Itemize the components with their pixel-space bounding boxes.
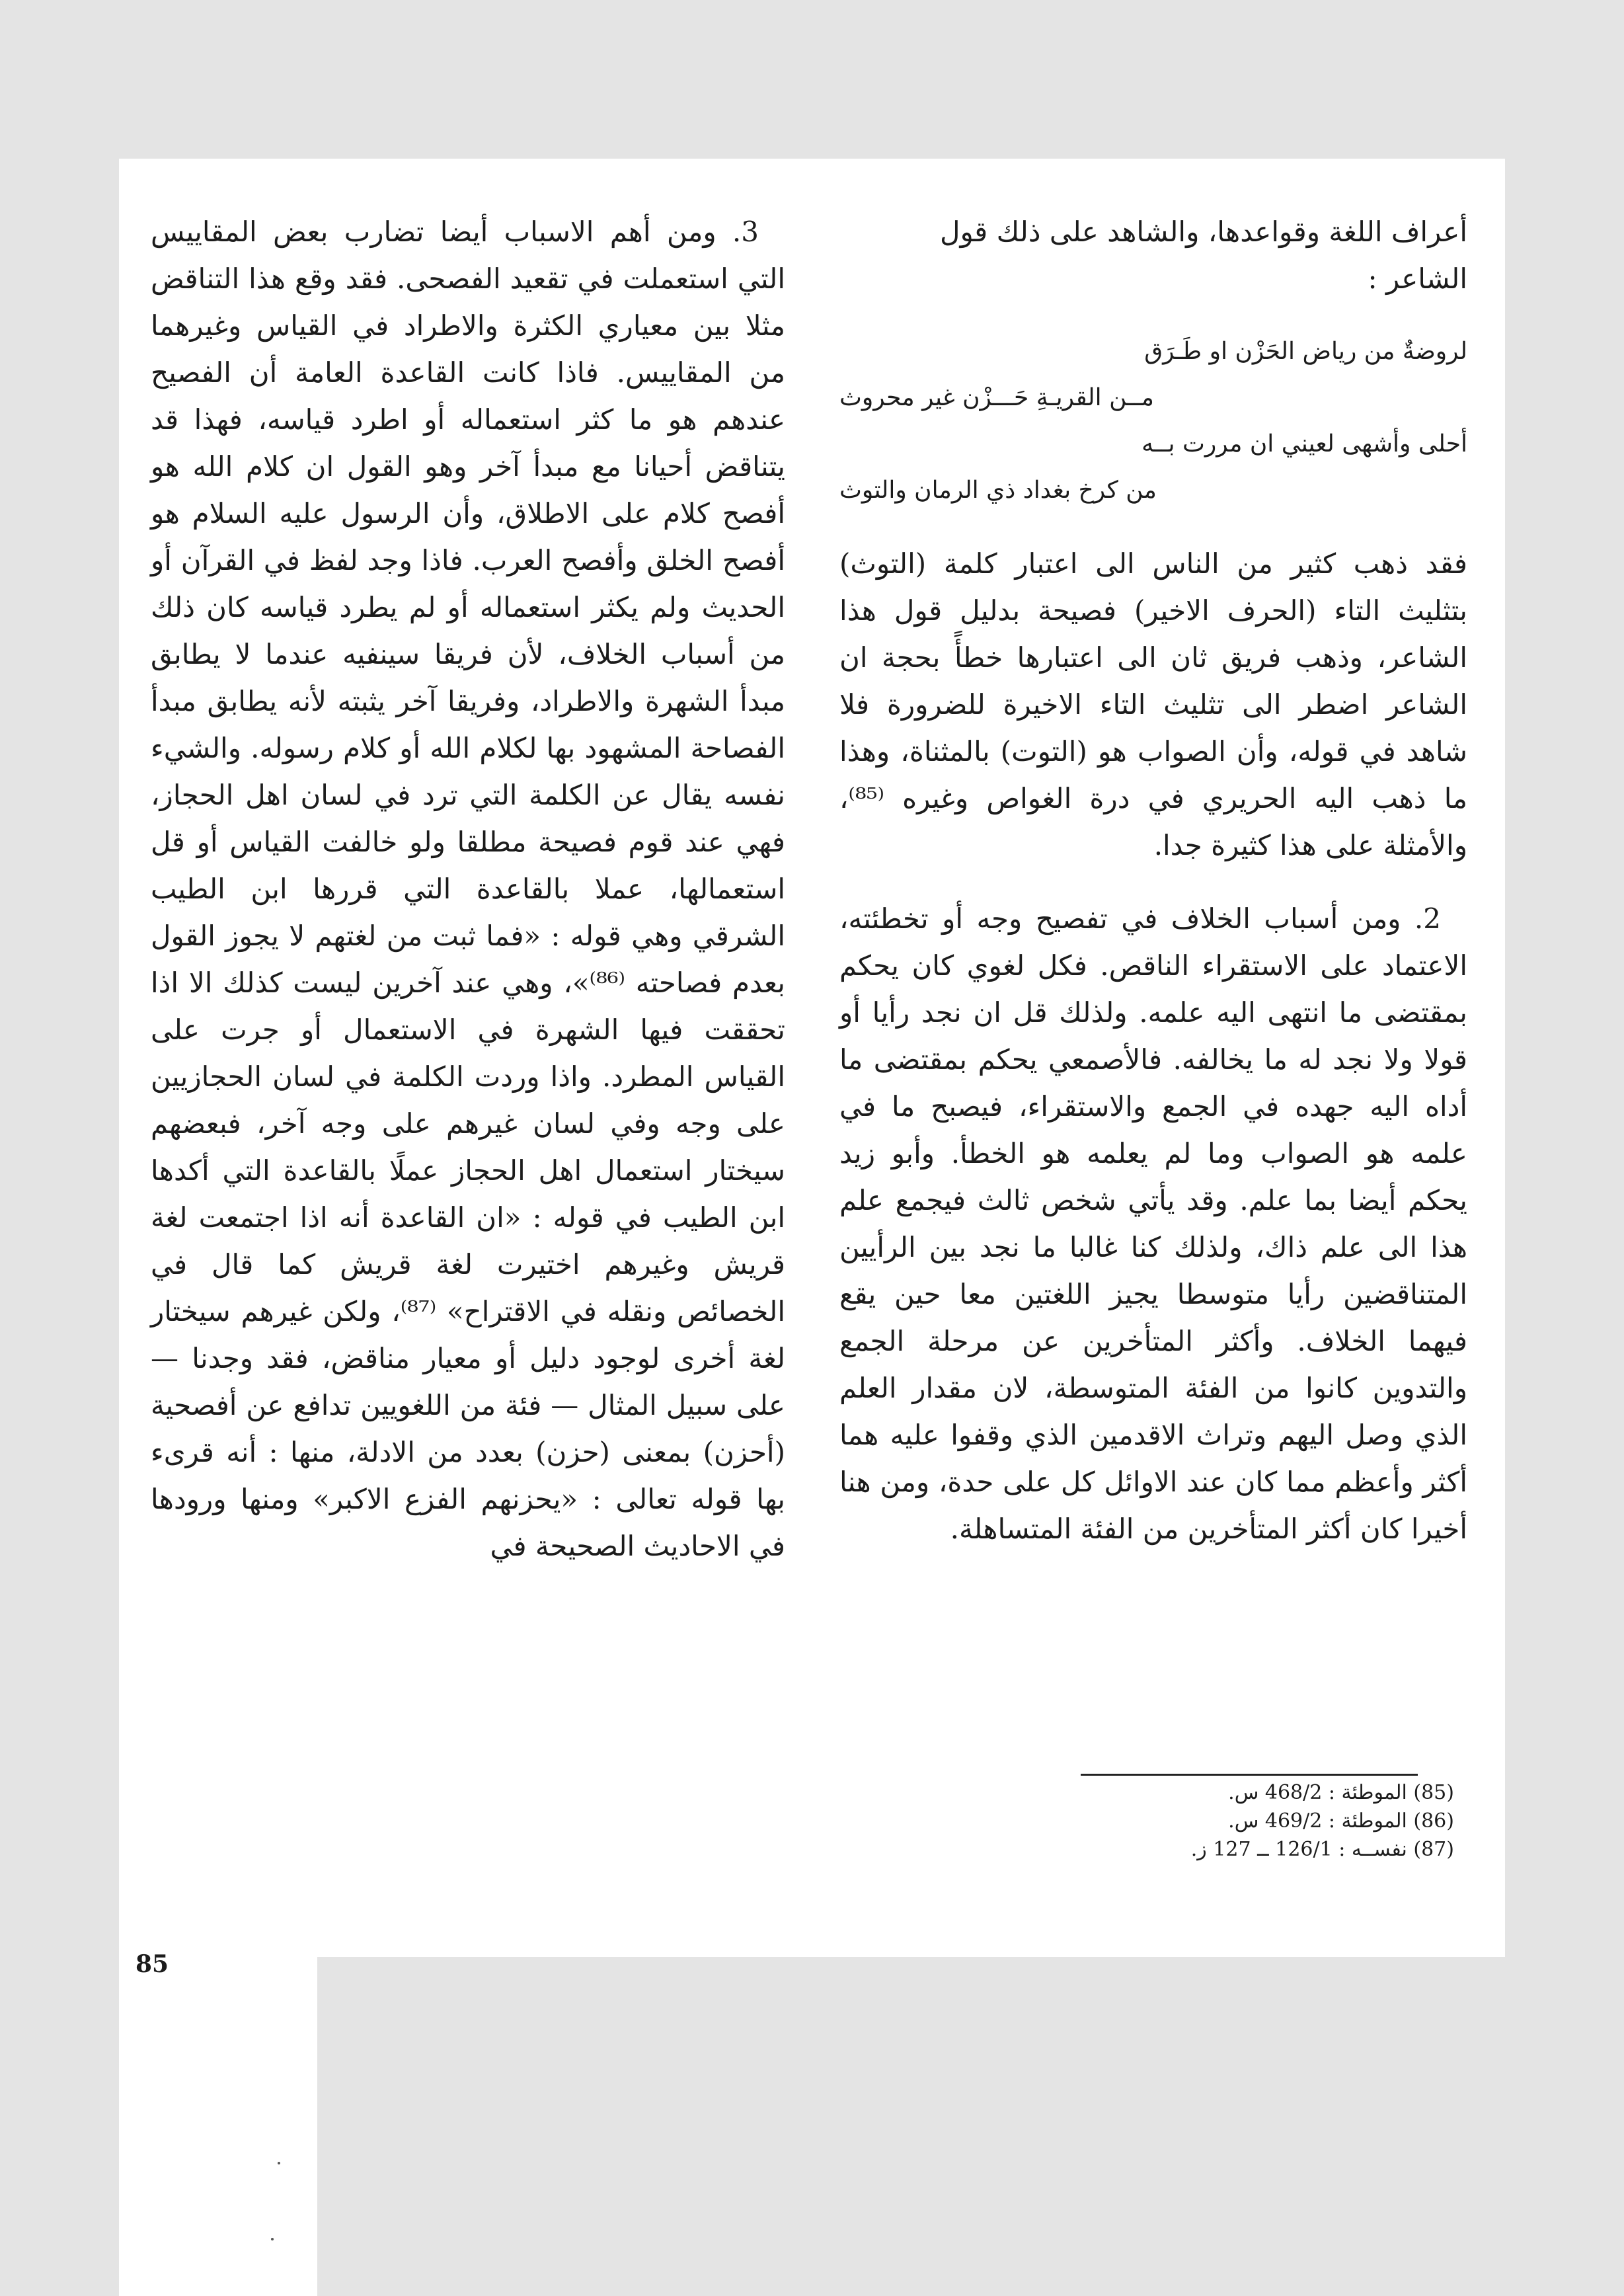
poem-verse xyxy=(839,329,1467,514)
left-column xyxy=(151,208,785,1569)
page-number: 85 xyxy=(135,1950,169,1978)
right-column xyxy=(839,208,1467,1552)
verse-line: لروضةٌ من رياض الحَزْن او طَـرَق xyxy=(1144,338,1467,365)
scan-speck xyxy=(278,2162,280,2164)
page-bottom-strip xyxy=(119,1957,317,2296)
footnote: (85) الموطئة : 468/2 س. xyxy=(1228,1781,1454,1804)
paragraph: فقد ذهب كثير من الناس الى اعتبار كلمة (التوث) بتثليث التاء (الحرف الاخير) فصيحة بدليل قول هذا الشاعر، وذهب فريق ثان الى اعتبارها خطأً بحجة ان الشاعر اضطر الى تثليث التاء الاخيرة للضرورة فلا شاهد في قوله، وأن الصواب هو (التوت) بالمثناة، وهذا ما ذهب اليه الحريري في درة الغواص وغيره ⁽⁸⁵⁾، والأمثلة على هذا كثيرة جدا. xyxy=(839,547,1467,861)
verse-line: مــن القريـةِ حَـــزْن غير محروث xyxy=(839,384,1154,411)
intro-line: الشاعر : xyxy=(1368,262,1467,295)
footnote-divider xyxy=(1081,1774,1418,1776)
footnote: (87) نفســه : 126/1 ــ 127 ز. xyxy=(1190,1838,1454,1861)
footnotes xyxy=(1058,1778,1454,1864)
verse-line: من كرخ بغداد ذي الرمان والتوث xyxy=(839,477,1157,504)
footnote: (86) الموطئة : 469/2 س. xyxy=(1228,1809,1454,1833)
paragraph: 2. ومن أسباب الخلاف في تفصيح وجه أو تخطئته، الاعتماد على الاستقراء الناقص. فكل لغوي كان يحكم بمقتضى ما انتهى اليه علمه. ولذلك قل ان نجد رأيا أو قولا ولا نجد له ما يخالفه. فالأصمعي يحكم بمقتضى ما أداه اليه جهده في الجمع والاستقراء، فيصبح ما في علمه هو الصواب وما لم يعلمه هو الخطأ. وأبو زيد يحكم أيضا بما علم. وقد يأتي شخص ثالث فيجمع علم هذا الى علم ذاك، ولذلك كنا غالبا ما نجد بين الرأيين المتناقضين رأيا متوسطا يجيز اللغتين معا حين يقع فيهما الخلاف. وأكثر المتأخرين عن مرحلة الجمع والتدوين كانوا من الفئة المتوسطة، لان مقدار العلم الذي وصل اليهم وتراث الاقدمين الذي وقفوا عليه هما أكثر وأعظم مما كان عند الاوائل كل على حدة، ومن هنا أخيرا كان أكثر المتأخرين من الفئة المتساهلة. xyxy=(839,902,1467,1545)
paragraph: 3. ومن أهم الاسباب أيضا تضارب بعض المقاييس التي استعملت في تقعيد الفصحى. فقد وقع هذا التناقض مثلا بين معياري الكثرة والاطراد في القياس وغيرهما من المقاييس. فاذا كانت القاعدة العامة أن الفصيح عندهم هو ما كثر استعماله أو اطرد قياسه، فهذا قد يتناقض أحيانا مع مبدأ آخر وهو القول ان كلام الله هو أفصح كلام على الاطلاق، وأن الرسول عليه السلام هو أفصح الخلق وأفصح العرب. فاذا وجد لفظ في القرآن أو الحديث ولم يكثر استعماله أو لم يطرد قياسه كان ذلك من أسباب الخلاف، لأن فريقا سينفيه عندما لا يطابق مبدأ الشهرة والاطراد، وفريقا آخر يثبته لأنه يطابق مبدأ الفصاحة المشهود بها لكلام الله أو كلام رسوله. والشيء نفسه يقال عن الكلمة التي ترد في لسان اهل الحجاز، فهي عند قوم فصيحة مطلقا ولو خالفت القياس أو قل استعمالها، عملا بالقاعدة التي قررها ابن الطيب الشرقي وهي قوله : «فما ثبت من لغتهم لا يجوز القول بعدم فصاحته ⁽⁸⁶⁾»، وهي عند آخرين ليست كذلك الا اذا تحققت فيها الشهرة في الاستعمال أو جرت على القياس المطرد. واذا وردت الكلمة في لسان الحجازيين على وجه وفي لسان غيرهم على وجه آخر، فبعضهم سيختار استعمال اهل الحجاز عملًا بالقاعدة التي أكدها ابن الطيب في قوله : «ان القاعدة أنه اذا اجتمعت لغة قريش وغيرهم اختيرت لغة قريش كما قال في الخصائص ونقله في الاقتراح» ⁽⁸⁷⁾، ولكن غيرهم سيختار لغة أخرى لوجود دليل أو معيار مناقض، فقد وجدنا — على سبيل المثال — فئة من اللغويين تدافع عن أفصحية (أحزن) بمعنى (حزن) بعدد من الادلة، منها : أنه قرىء بها قوله تعالى : «يحزنهم الفزع الاكبر» ومنها ورودها في الاحاديث الصحيحة في xyxy=(151,216,786,1562)
verse-line: أحلى وأشهى لعيني ان مررت بــه xyxy=(1141,430,1467,457)
scan-speck xyxy=(271,2238,274,2240)
intro-line: أعراف اللغة وقواعدها، والشاهد على ذلك قول xyxy=(939,216,1467,248)
